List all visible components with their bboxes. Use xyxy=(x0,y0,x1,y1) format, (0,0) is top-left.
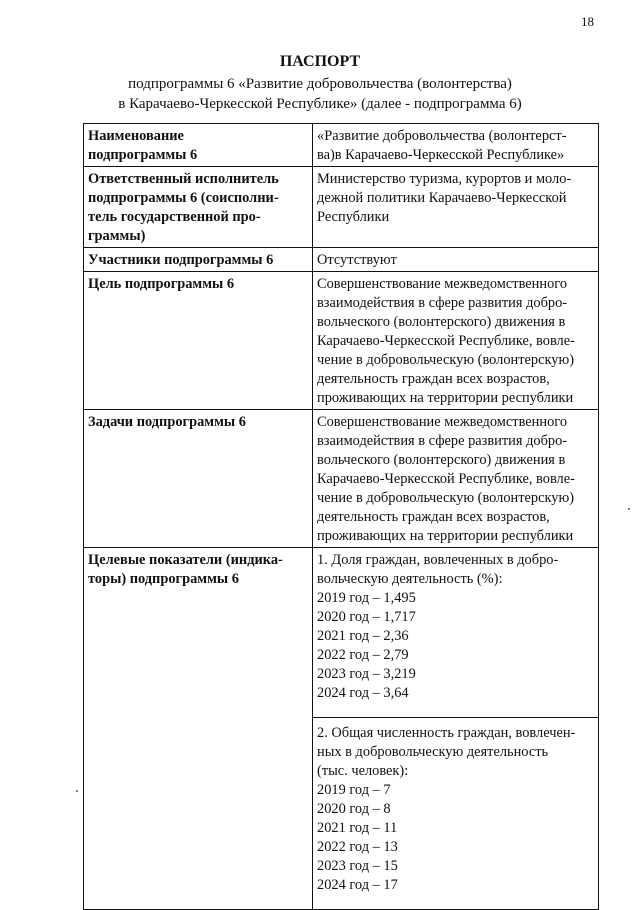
indicator-value: 2021 год – 11 xyxy=(317,820,398,836)
indicator-title-line: 1. Доля граждан, вовлеченных в добро- xyxy=(317,552,559,568)
row-label xyxy=(84,124,313,167)
page-number: 18 xyxy=(581,14,594,29)
label-line: Участники подпрограммы 6 xyxy=(88,252,274,268)
value-line: Отсутствуют xyxy=(317,252,397,268)
indicator-title-line: 2. Общая численность граждан, вовлечен- xyxy=(317,725,576,741)
table-row xyxy=(84,410,599,548)
indicator-value: 2022 год – 2,79 xyxy=(317,647,409,663)
table-row xyxy=(84,124,599,167)
indicator-value: 2020 год – 8 xyxy=(317,801,391,817)
document-title: ПАСПОРТ xyxy=(279,53,361,70)
label-line: граммы) xyxy=(88,228,146,244)
value-line: взаимодействия в сфере развития добро- xyxy=(317,295,568,311)
label-line: торы) подпрограммы 6 xyxy=(88,571,239,587)
value-line: Совершенствование межведомственного xyxy=(317,414,568,430)
value-line: Карачаево-Черкесской Республике, вовле- xyxy=(317,333,575,349)
indicator-value: 2024 год – 17 xyxy=(317,877,398,893)
indicator-value: 2023 год – 3,219 xyxy=(317,666,416,682)
scan-speck xyxy=(628,508,630,510)
value-line: вольческого (волонтерского) движения в xyxy=(317,452,566,468)
table-row xyxy=(84,548,599,910)
indicator-value: 2021 год – 2,36 xyxy=(317,628,409,644)
passport-table xyxy=(83,123,599,910)
value-line: Республики xyxy=(317,209,390,225)
label-line: подпрограммы 6 (соисполни- xyxy=(88,190,279,206)
value-line: деятельность граждан всех возрастов, xyxy=(317,371,550,387)
value-line: Совершенствование межведомственного xyxy=(317,276,568,292)
indicator-block xyxy=(317,551,594,703)
row-value xyxy=(313,248,599,272)
scan-speck xyxy=(76,790,78,792)
value-line: деятельность граждан всех возрастов, xyxy=(317,509,550,525)
table-row xyxy=(84,272,599,410)
value-line: взаимодействия в сфере развития добро- xyxy=(317,433,568,449)
value-line: Карачаево-Черкесской Республике, вовле- xyxy=(317,471,575,487)
label-line: Наименование xyxy=(88,128,184,144)
indicator-value: 2023 год – 15 xyxy=(317,858,398,874)
value-line: ва)в Карачаево-Черкесской Республике» xyxy=(317,147,565,163)
value-line: «Развитие добровольчества (волонтерст- xyxy=(317,128,567,144)
indicator-value: 2024 год – 3,64 xyxy=(317,685,409,701)
row-label xyxy=(84,548,313,910)
table-row xyxy=(84,167,599,248)
value-line: Министерство туризма, курортов и моло- xyxy=(317,171,572,187)
indicator-title-line: (тыс. человек): xyxy=(317,763,409,779)
indicator-block xyxy=(313,717,598,895)
value-line: проживающих на территории республики xyxy=(317,528,574,544)
label-line: Задачи подпрограммы 6 xyxy=(88,414,246,430)
label-line: Целевые показатели (индика- xyxy=(88,552,283,568)
row-label xyxy=(84,272,313,410)
document-subtitle xyxy=(0,74,640,114)
row-value xyxy=(313,410,599,548)
row-value xyxy=(313,272,599,410)
row-value xyxy=(313,548,599,910)
subtitle-line: подпрограммы 6 «Развитие добровольчества (волонтерства) xyxy=(128,76,512,92)
indicator-value: 2020 год – 1,717 xyxy=(317,609,416,625)
indicator-title-line: вольческую деятельность (%): xyxy=(317,571,503,587)
label-line: подпрограммы 6 xyxy=(88,147,198,163)
indicator-value: 2022 год – 13 xyxy=(317,839,398,855)
value-line: чение в добровольческую (волонтерскую) xyxy=(317,352,575,368)
table-row xyxy=(84,248,599,272)
indicator-value: 2019 год – 7 xyxy=(317,782,391,798)
indicator-value: 2019 год – 1,495 xyxy=(317,590,416,606)
subtitle-line: в Карачаево-Черкесской Республике» (далее - подпрограмма 6) xyxy=(118,96,522,112)
value-line: дежной политики Карачаево-Черкесской xyxy=(317,190,567,206)
row-value xyxy=(313,167,599,248)
row-label xyxy=(84,167,313,248)
label-line: Ответственный исполнитель xyxy=(88,171,279,187)
row-value xyxy=(313,124,599,167)
label-line: Цель подпрограммы 6 xyxy=(88,276,235,292)
row-label xyxy=(84,410,313,548)
value-line: проживающих на территории республики xyxy=(317,390,574,406)
indicator-title-line: ных в добровольческую деятельность xyxy=(317,744,549,760)
value-line: вольческого (волонтерского) движения в xyxy=(317,314,566,330)
value-line: чение в добровольческую (волонтерскую) xyxy=(317,490,575,506)
label-line: тель государственной про- xyxy=(88,209,261,225)
row-label xyxy=(84,248,313,272)
